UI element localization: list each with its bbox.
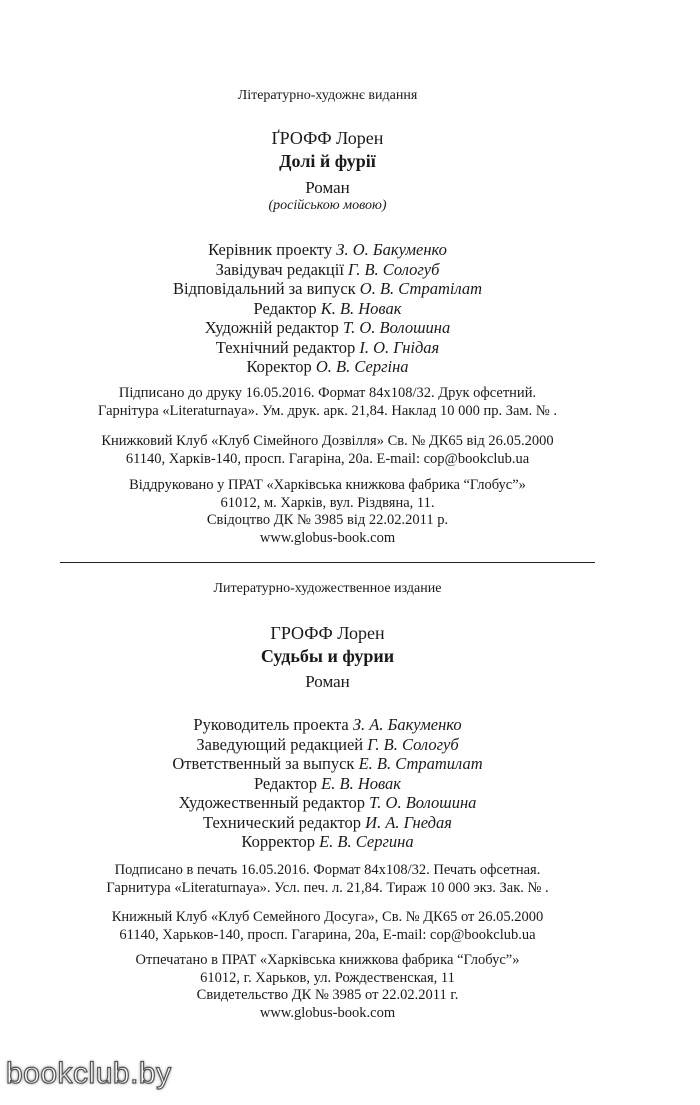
- section-divider: [60, 562, 595, 563]
- credit-line: [0, 318, 655, 338]
- credit-line: [0, 735, 655, 755]
- ua-book-title: Долі й фурії: [279, 151, 376, 171]
- credit-name: Е. В. Стратилат: [358, 754, 483, 773]
- club-line: Книжковий Клуб «Клуб Сімейного Дозвілля» Св. № ДК65 від 26.05.2000: [101, 433, 554, 449]
- credit-line: [0, 715, 655, 735]
- credit-line: [0, 813, 655, 833]
- ru-edition-type: Литературно-художественное издание: [213, 581, 442, 596]
- ua-edition-type: Літературно-художнє видання: [237, 88, 418, 103]
- credit-line: [0, 754, 655, 774]
- credit-line: [0, 357, 655, 377]
- club-line: 61140, Харків-140, просп. Гагаріна, 20а. E-mail: cop@bookclub.ua: [125, 450, 530, 467]
- website: www.globus-book.com: [259, 529, 396, 546]
- credit-role: Руководитель проекта: [193, 715, 349, 734]
- credit-name: З. А. Бакуменко: [352, 715, 462, 734]
- credit-role: Керівник проекту: [208, 240, 333, 259]
- watermark: bookclub.by: [6, 1057, 172, 1090]
- ua-author: ҐРОФФ Лорен: [271, 128, 384, 148]
- ua-language-note: (російською мовою): [268, 198, 387, 213]
- credit-name: И. А. Гнедая: [365, 812, 452, 832]
- print-line: Подписано в печать 16.05.2016. Формат 84х108/32. Печать офсетная.: [114, 862, 541, 878]
- print-line: Гарнітура «Literaturnaya». Ум. друк. арк. 21,84. Наклад 10 000 пр. Зам. № .: [98, 402, 557, 419]
- credit-role: Корректор: [241, 832, 315, 851]
- credit-name: Г. В. Сологуб: [348, 259, 440, 279]
- credit-name: О. В. Стратілат: [359, 279, 483, 298]
- credit-role: Художественный редактор: [178, 793, 366, 812]
- credit-line: [0, 832, 655, 852]
- print-line: Підписано до друку 16.05.2016. Формат 84х108/32. Друк офсетний.: [118, 385, 537, 401]
- ua-genre: Роман: [305, 178, 350, 197]
- printer-line: Отпечатано в ПРАТ «Харківська книжкова фабрика “Глобус”»: [135, 952, 520, 968]
- credit-role: Художній редактор: [204, 318, 339, 337]
- ua-printer-info: [0, 477, 655, 547]
- credit-line: [0, 338, 655, 358]
- credit-name: Т. О. Волошина: [369, 793, 477, 812]
- credit-role: Відповідальний за випуск: [172, 279, 356, 298]
- printer-line: Свідоцтво ДК № 3985 від 22.02.2011 р.: [206, 512, 449, 528]
- ru-printer-info: [0, 952, 655, 1022]
- credit-name: О. В. Сергіна: [315, 357, 409, 376]
- credit-name: І. О. Гнідая: [359, 337, 440, 357]
- credit-role: Коректор: [246, 357, 312, 376]
- credit-name: Г. В. Сологуб: [367, 734, 459, 754]
- printer-line: Віддруковано у ПРАТ «Харківська книжкова фабрика “Глобус”»: [129, 477, 526, 493]
- credit-role: Редактор: [253, 773, 318, 793]
- club-line: Книжный Клуб «Клуб Семейного Досуга», Св. № ДК65 от 26.05.2000: [111, 909, 544, 925]
- credit-line: [0, 793, 655, 813]
- credit-role: Ответственный за выпуск: [172, 754, 355, 773]
- credit-name: З. О. Бакуменко: [336, 240, 447, 259]
- ru-print-info: [0, 862, 655, 897]
- credit-role: Завідувач редакції: [215, 259, 344, 279]
- ua-print-info: [0, 385, 655, 420]
- credit-name: Е. В. Сергина: [319, 832, 414, 851]
- credit-role: Редактор: [253, 298, 317, 318]
- credit-name: Т. О. Волошина: [342, 318, 451, 337]
- ru-club-info: [0, 909, 655, 944]
- credit-line: [0, 260, 655, 280]
- credit-role: Заведующий редакцией: [196, 734, 364, 754]
- printer-line: 61012, м. Харків, вул. Різдвяна, 11.: [220, 494, 435, 511]
- credit-line: [0, 299, 655, 319]
- club-line: 61140, Харьков-140, просп. Гагарина, 20а, E-mail: cop@bookclub.ua: [119, 926, 536, 943]
- credit-role: Технічний редактор: [215, 337, 356, 357]
- printer-line: Свидетельство ДК № 3985 от 22.02.2011 г.: [196, 987, 459, 1003]
- credit-role: Технический редактор: [203, 812, 362, 832]
- ru-author: ГРОФФ Лорен: [270, 623, 385, 643]
- credit-line: [0, 279, 655, 299]
- print-line: Гарнитура «Literaturnaya». Усл. печ. л. 21,84. Тираж 10 000 экз. Зак. № .: [106, 879, 549, 896]
- ru-book-title: Судьбы и фурии: [260, 646, 395, 666]
- credit-line: [0, 774, 655, 794]
- credit-name: Е. В. Новак: [321, 773, 402, 793]
- ru-credits: [0, 715, 655, 852]
- ua-credits: [0, 240, 655, 377]
- credit-name: К. В. Новак: [320, 298, 402, 318]
- website: www.globus-book.com: [259, 1004, 396, 1021]
- ua-club-info: [0, 433, 655, 468]
- credit-line: [0, 240, 655, 260]
- printer-line: 61012, г. Харьков, ул. Рождественская, 11: [200, 969, 455, 986]
- ru-genre: Роман: [305, 672, 350, 691]
